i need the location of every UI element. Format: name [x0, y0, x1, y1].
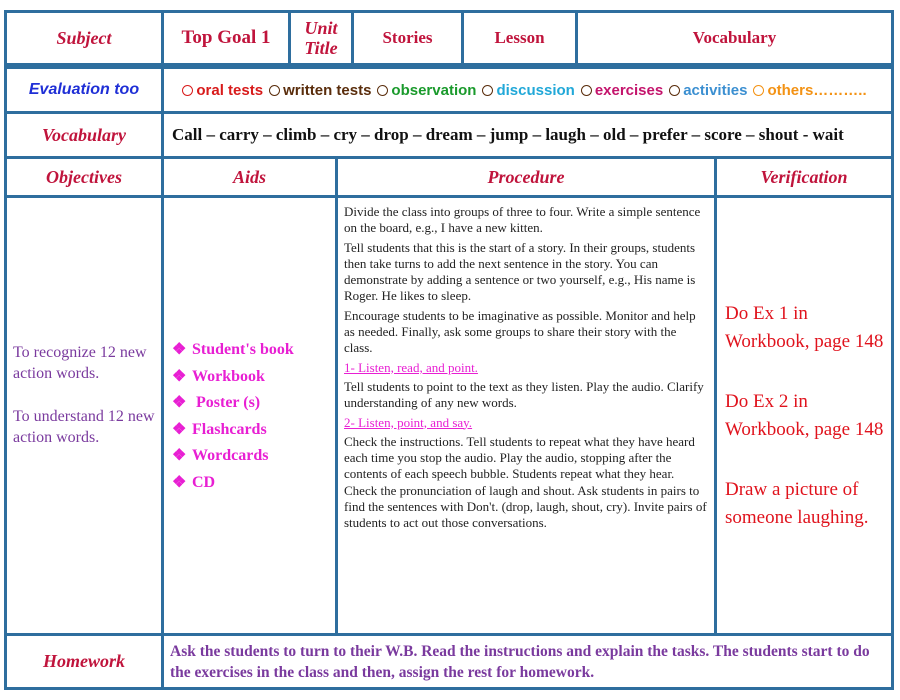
stories-label: Stories [382, 28, 433, 47]
diamond-bullet-icon: ❖ [172, 473, 187, 491]
objectives-header: Objectives [4, 156, 164, 198]
eval-option-observation[interactable]: observation [377, 82, 476, 99]
lesson-value: Vocabulary [692, 28, 777, 47]
radio-circle-icon [482, 85, 493, 96]
verification-item: Do Ex 2 in Workbook, page 148 [725, 391, 884, 440]
vocabulary-words: Call – carry – climb – cry – drop – dream – jump – laugh – old – prefer – score – shout - wait [172, 125, 844, 144]
procedure-paragraph: Tell students that this is the start of a story. In their groups, students then take turns to add the next sentence in the story. You can demonstrate by adding a sentence or two yourself, e.g., His name is Roger. He likes to sleep. [344, 239, 696, 304]
homework-label-cell [4, 633, 164, 690]
procedure-step-title: 1- Listen, read, and point. [344, 359, 478, 375]
evaluation-options [164, 69, 891, 111]
objective-item: To understand 12 new action words. [13, 408, 155, 446]
eval-option-discussion[interactable]: discussion [482, 82, 574, 99]
evaluation-options-cell [161, 66, 894, 114]
subject-label: Subject [56, 27, 112, 48]
radio-circle-icon [269, 85, 280, 96]
aid-item: ❖ Flashcards [172, 417, 335, 444]
aids-header: Aids [161, 156, 338, 198]
vocabulary-label: Vocabulary [41, 124, 126, 145]
radio-circle-icon [581, 85, 592, 96]
diamond-bullet-icon: ❖ [172, 394, 187, 411]
evaluation-label-cell [4, 66, 164, 114]
radio-circle-icon [753, 85, 764, 96]
homework-text: Ask the students to turn to their W.B. Read the instructions and explain the tasks. The students start to do the exercises in the class and then, assign the rest for homework. [170, 643, 870, 681]
procedure-step-title: 2- Listen, point, and say. [344, 414, 473, 430]
radio-circle-icon [669, 85, 680, 96]
procedure-paragraph: Tell students to point to the text as they listen. Play the audio. Clarify understanding of any new words. [344, 378, 704, 411]
subject-label-cell [4, 10, 164, 66]
radio-circle-icon [182, 85, 193, 96]
lesson-plan-table [4, 10, 894, 690]
procedure-paragraph: Divide the class into groups of three to four. Write a simple sentence on the board, e.g., I have a new kitten. [344, 204, 701, 236]
procedure-header: Procedure [335, 156, 717, 198]
radio-circle-icon [377, 85, 388, 96]
lesson-cell [461, 10, 578, 66]
objectives-cell [4, 195, 164, 636]
diamond-bullet-icon: ❖ [172, 420, 187, 438]
diamond-bullet-icon: ❖ [172, 341, 187, 358]
verification-cell [714, 195, 894, 636]
verification-item: Draw a picture of someone laughing. [725, 479, 869, 528]
eval-option-activities[interactable]: activities [669, 82, 747, 99]
homework-text-cell [161, 633, 894, 690]
eval-option-written-tests[interactable]: written tests [269, 82, 371, 99]
eval-option-exercises[interactable]: exercises [581, 82, 663, 99]
homework-label: Homework [42, 651, 125, 671]
subject-value: Top Goal 1 [181, 27, 271, 48]
evaluation-label: Evaluation too [28, 81, 140, 98]
aid-item: ❖ Wordcards [172, 443, 335, 470]
lesson-value-cell [575, 10, 894, 66]
vocabulary-label-cell [4, 111, 164, 159]
aid-item: ❖ CD [172, 470, 335, 497]
aid-item: ❖ Student's book [172, 337, 335, 364]
verification-header: Verification [714, 156, 894, 198]
stories-cell [351, 10, 464, 66]
verification-item: Do Ex 1 in Workbook, page 148 [725, 303, 884, 352]
eval-option-others[interactable]: others……….. [753, 82, 866, 99]
lesson-label: Lesson [494, 28, 545, 47]
objective-item: To recognize 12 new action words. [13, 344, 147, 382]
unit-title-label: Unit Title [304, 18, 338, 58]
subject-value-cell [161, 10, 291, 66]
procedure-cell [335, 195, 717, 636]
unit-title-cell [288, 10, 354, 66]
aids-cell [161, 195, 338, 636]
eval-option-oral-tests[interactable]: oral tests [182, 82, 263, 99]
procedure-paragraph: Encourage students to be imaginative as possible. Monitor and help as needed. Finally, ask some groups to share their story with the class. [344, 307, 696, 356]
aid-item: ❖ Workbook [172, 364, 335, 391]
diamond-bullet-icon: ❖ [172, 447, 187, 464]
aid-item: ❖ Poster (s) [172, 390, 335, 417]
diamond-bullet-icon: ❖ [172, 367, 187, 385]
procedure-paragraph: Check the instructions. Tell students to repeat what they have heard each time you stop the audio. Play the audio, stopping after the contents of each speech bubble. Students repeat what they hear. Check the pronunciation of laugh and shout. Ask students in pairs to find the sentences with Don't. (drop, laugh, shout, cry). Invite pairs of students to act out those conversations. [344, 433, 707, 531]
vocabulary-words-cell [161, 111, 894, 159]
